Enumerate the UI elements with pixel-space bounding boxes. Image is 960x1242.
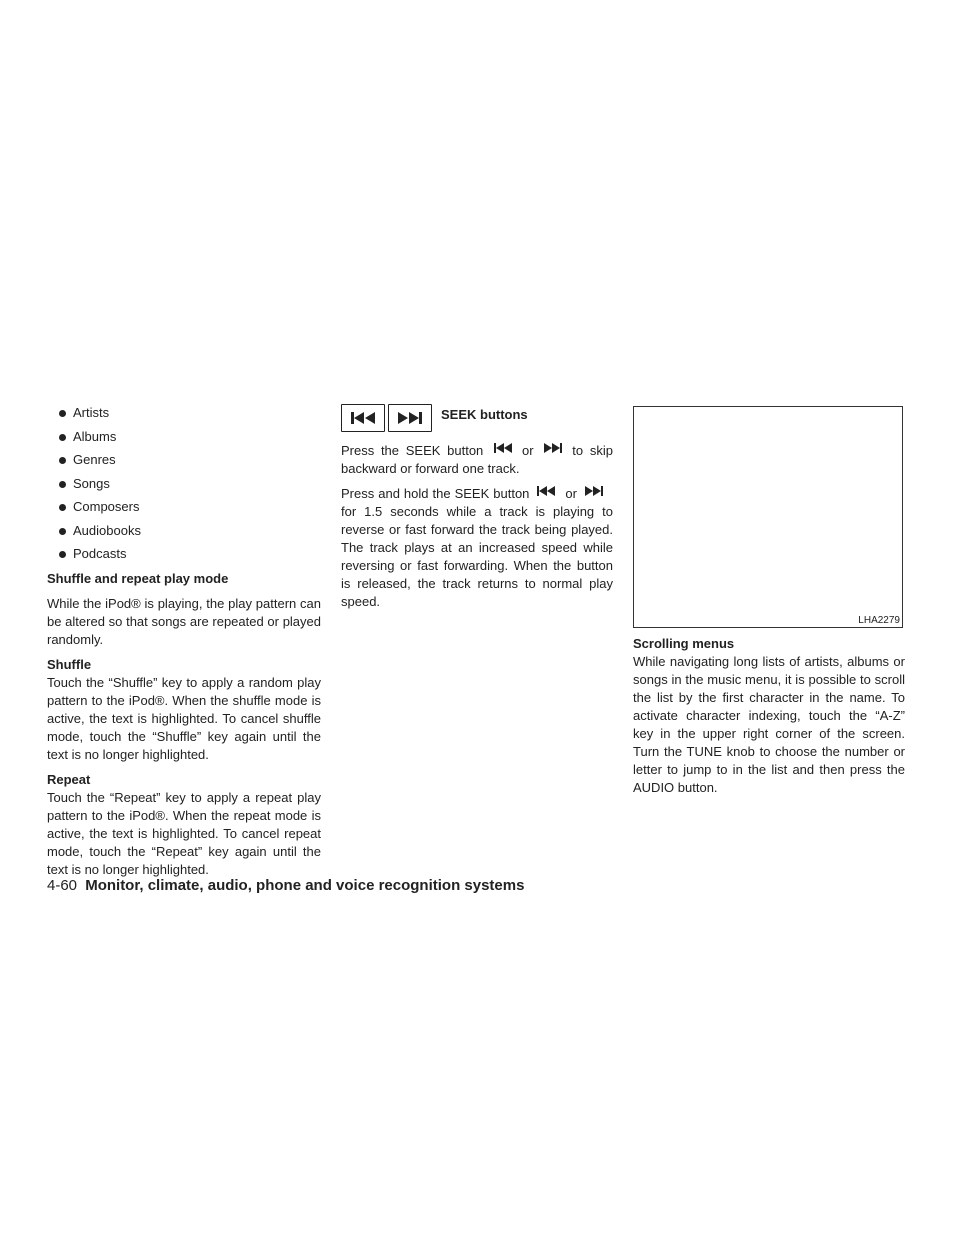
seek-buttons-illustration	[341, 404, 613, 432]
skip-forward-icon	[544, 443, 562, 453]
list-item: Albums	[59, 428, 321, 446]
shuffle-repeat-text: While the iPod® is playing, the play pattern can be altered so that songs are repeated or played randomly.	[47, 596, 321, 647]
list-item: Podcasts	[59, 545, 321, 563]
seek-back-key	[341, 404, 385, 432]
skip-back-icon	[494, 443, 512, 453]
seek-hold-text: Press and hold the SEEK button or for 1.5 seconds while a track is playing to reverse or fast forward the track being played. The track plays at an increased speed while reversing or fast forwarding. When the button is released, the track returns to normal play speed.	[341, 486, 613, 609]
shuffle-text: Touch the “Shuffle” key to apply a random play pattern to the iPod®. When the shuffle mode is active, the text is highlighted. To cancel shuffle mode, touch the “Shuffle” key again until the text is no longer highlighted.	[47, 675, 321, 762]
list-item: Songs	[59, 475, 321, 493]
repeat-heading: Repeat	[47, 772, 91, 787]
scrolling-menus-heading: Scrolling menus	[633, 636, 735, 651]
left-column	[47, 404, 321, 879]
seek-forward-key	[388, 404, 432, 432]
list-item: Artists	[59, 404, 321, 422]
shuffle-repeat-heading: Shuffle and repeat play mode	[47, 571, 229, 586]
seek-press-text: Press the SEEK button or to skip backward or forward one track.	[341, 443, 613, 476]
skip-back-icon	[537, 486, 555, 496]
right-column	[633, 404, 905, 797]
page-footer	[47, 876, 524, 896]
skip-back-icon	[350, 412, 376, 424]
scrolling-menus-text: While navigating long lists of artists, albums or songs in the music menu, it is possible to scroll the list by the first character in the name. To activate character indexing, touch the “A-Z” key in the upper right corner of the screen. Turn the TUNE knob to choose the number or letter to jump to in the list and then press the AUDIO button.	[633, 654, 905, 795]
page-number: 4-60	[47, 877, 78, 894]
list-item: Composers	[59, 498, 321, 516]
section-title: Monitor, climate, audio, phone and voice recognition systems	[85, 877, 525, 894]
middle-column	[341, 404, 613, 611]
figure-code: LHA2279	[858, 615, 900, 626]
figure-placeholder	[633, 406, 903, 628]
menu-category-list	[47, 404, 321, 563]
list-item: Genres	[59, 451, 321, 469]
list-item: Audiobooks	[59, 522, 321, 540]
repeat-text: Touch the “Repeat” key to apply a repeat play pattern to the iPod®. When the repeat mode is active, the text is highlighted. To cancel repeat mode, touch the “Repeat” key again until the text is no longer highlighted.	[47, 790, 321, 877]
skip-forward-icon	[585, 486, 603, 496]
skip-forward-icon	[397, 412, 423, 424]
shuffle-heading: Shuffle	[47, 657, 92, 672]
seek-buttons-title: SEEK buttons	[441, 407, 528, 422]
